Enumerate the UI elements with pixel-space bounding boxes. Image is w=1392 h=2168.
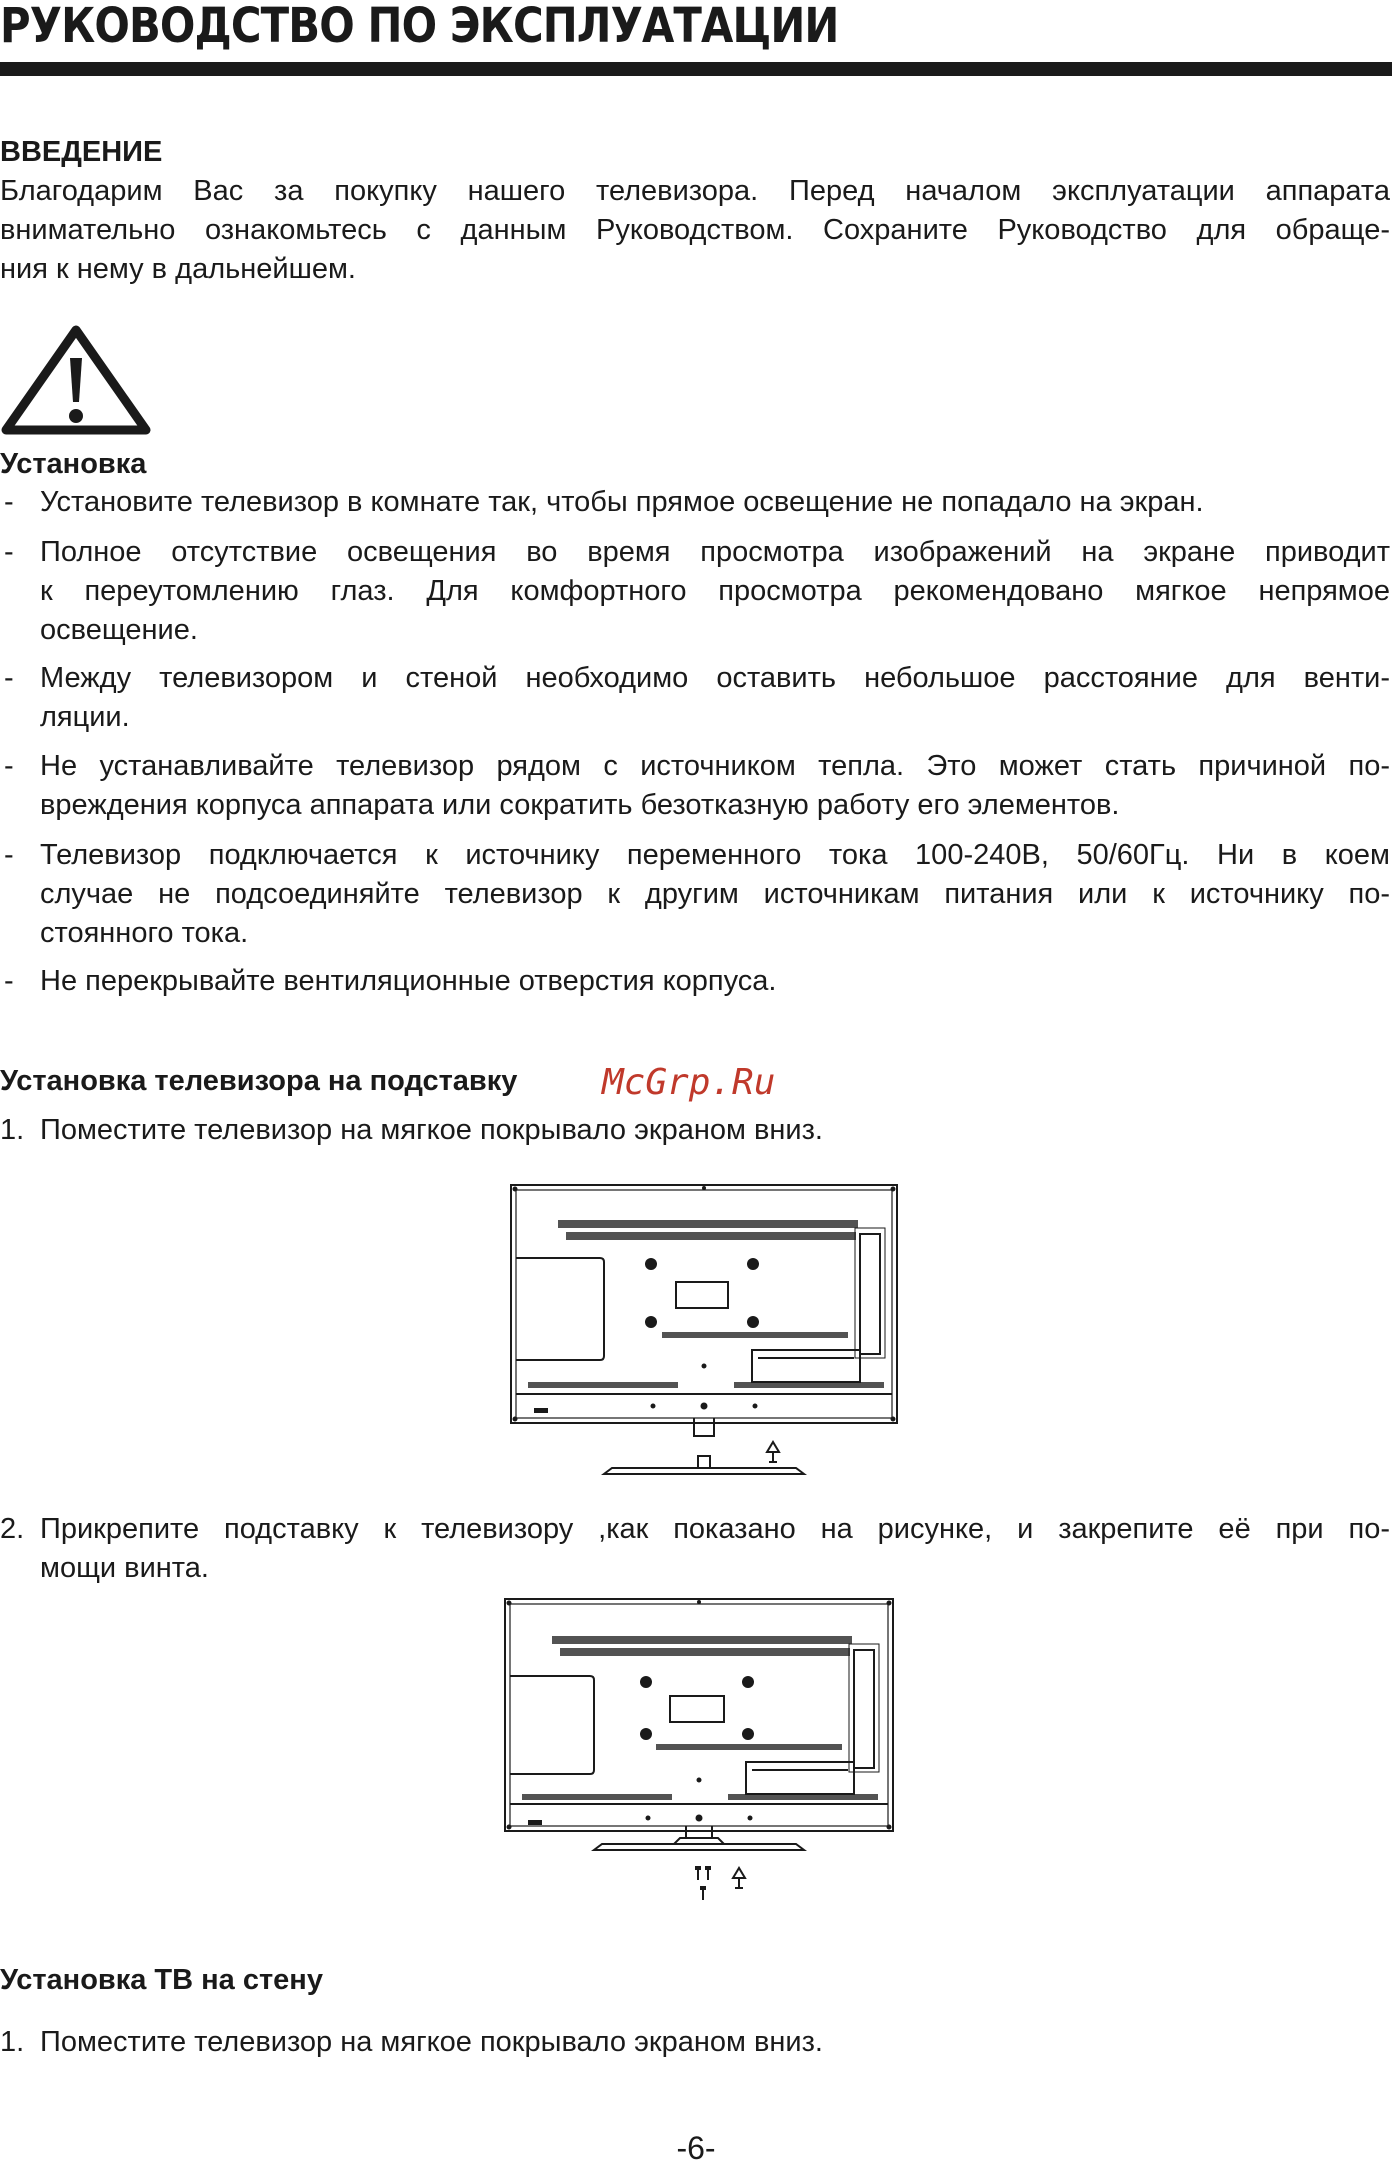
item-line: ляции. xyxy=(40,701,130,733)
intro-line: Благодарим Вас за покупку нашего телевизора. Перед началом эксплуатации аппарата xyxy=(0,175,1390,207)
item-line: вреждения корпуса аппарата или сократить безотказную работу его элементов. xyxy=(40,789,1120,821)
item-line: Не устанавливайте телевизор рядом с источником тепла. Это может стать причиной по- xyxy=(40,750,1390,782)
list-marker: - xyxy=(4,662,14,694)
tv-stand-figure-2 xyxy=(502,1594,896,1906)
title-divider xyxy=(0,62,1392,76)
list-marker: - xyxy=(4,965,14,997)
item-line: к переутомлению глаз. Для комфортного просмотра рекомендовано мягкое непрямое xyxy=(40,575,1390,607)
installation-item xyxy=(0,533,1392,650)
item-line: Между телевизором и стеной необходимо оставить небольшое расстояние для венти- xyxy=(40,662,1390,694)
installation-heading: Установка xyxy=(0,448,147,480)
intro-line: внимательно ознакомьтесь с данным Руководством. Сохраните Руководство для обраще- xyxy=(0,214,1390,246)
item-line: Полное отсутствие освещения во время просмотра изображений на экране приводит xyxy=(40,536,1390,568)
intro-heading: ВВЕДЕНИЕ xyxy=(0,136,163,168)
wall-step xyxy=(0,2023,1392,2062)
list-marker: - xyxy=(4,839,14,871)
installation-item xyxy=(0,483,1392,522)
step-line: Поместите телевизор на мягкое покрывало экраном вниз. xyxy=(40,1114,823,1146)
step-number: 1. xyxy=(0,2026,25,2058)
stand-step xyxy=(0,1510,1392,1588)
list-marker: - xyxy=(4,536,14,568)
step-number: 1. xyxy=(0,1114,25,1146)
item-line: случае не подсоединяйте телевизор к другим источникам питания или к источнику по- xyxy=(40,878,1390,910)
item-line: освещение. xyxy=(40,614,198,646)
item-line: стоянного тока. xyxy=(40,917,249,949)
list-marker: - xyxy=(4,486,14,518)
step-line: Прикрепите подставку к телевизору ,как показано на рисунке, и закрепите её при по- xyxy=(40,1513,1390,1545)
installation-item xyxy=(0,747,1392,825)
wall-heading: Установка ТВ на стену xyxy=(0,1964,323,1996)
page-title: РУКОВОДСТВО ПО ЭКСПЛУАТАЦИИ xyxy=(0,0,839,54)
item-line: Не перекрывайте вентиляционные отверстия корпуса. xyxy=(40,965,777,997)
installation-item xyxy=(0,659,1392,737)
watermark-text: McGrp.Ru xyxy=(602,1062,776,1103)
tv-stand-figure-1 xyxy=(508,1180,902,1480)
stand-step xyxy=(0,1111,1392,1150)
stand-heading: Установка телевизора на подставку xyxy=(0,1065,518,1097)
step-line: мощи винта. xyxy=(40,1552,209,1584)
warning-triangle-icon xyxy=(0,322,152,440)
step-number: 2. xyxy=(0,1513,25,1545)
intro-line: ния к нему в дальнейшем. xyxy=(0,253,356,285)
intro-paragraph xyxy=(0,172,1390,289)
installation-item xyxy=(0,836,1392,953)
step-line: Поместите телевизор на мягкое покрывало экраном вниз. xyxy=(40,2026,823,2058)
installation-item xyxy=(0,962,1392,1001)
item-line: Установите телевизор в комнате так, чтобы прямое освещение не попадало на экран. xyxy=(40,486,1204,518)
list-marker: - xyxy=(4,750,14,782)
item-line: Телевизор подключается к источнику переменного тока 100-240В, 50/60Гц. Ни в коем xyxy=(40,839,1390,871)
page-number: -6- xyxy=(676,2130,716,2166)
